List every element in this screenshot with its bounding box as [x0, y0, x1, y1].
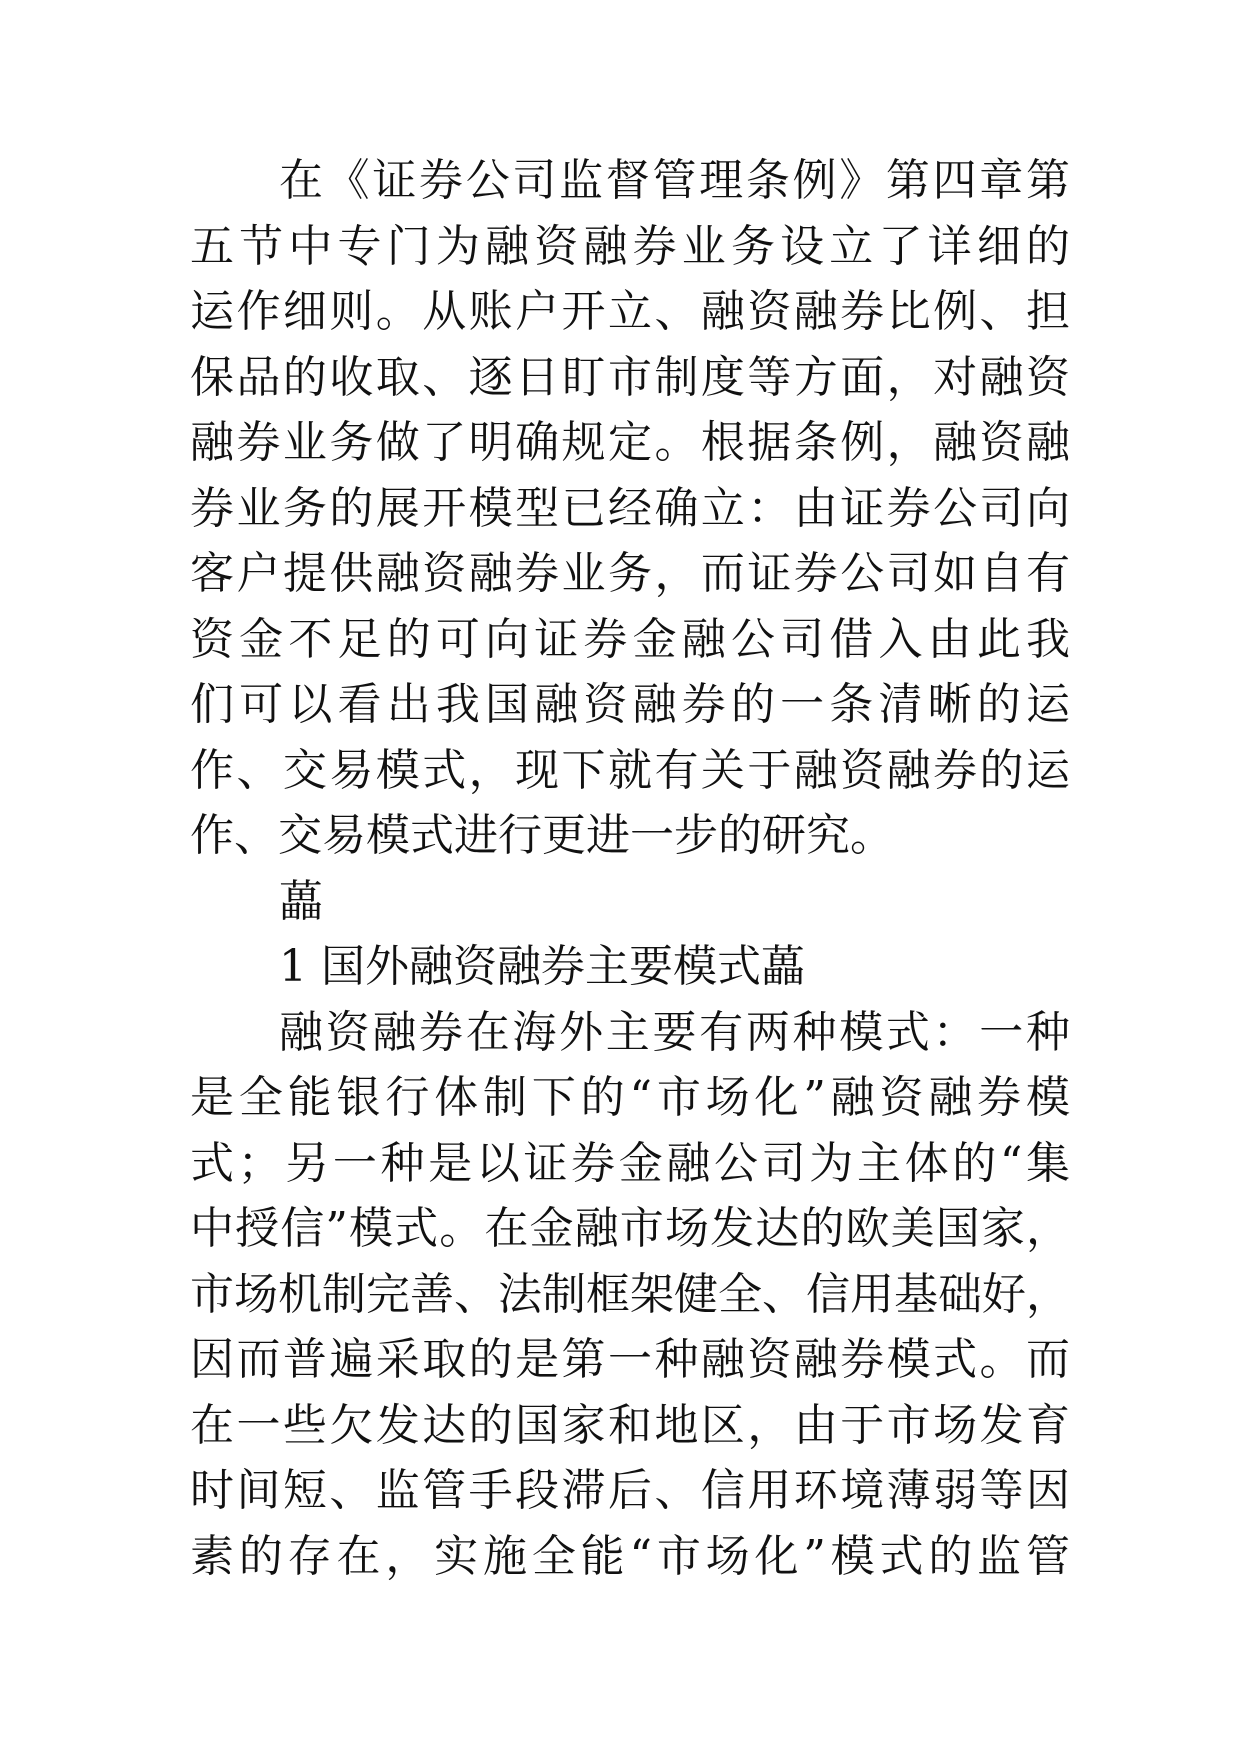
text-line: 运作细则。从账户开立、融资融券比例、担 — [190, 286, 1070, 337]
text-line: 保品的收取、逐日盯市制度等方面，对融资 — [190, 351, 1070, 403]
text-line: 在《证券公司监督管理条例》第四章第 — [279, 155, 1070, 206]
text-line: 们可以看出我国融资融券的一条清晰的运 — [190, 679, 1070, 730]
text-line: 市场机制完善、法制框架健全、信用基础好， — [190, 1268, 1070, 1320]
text-line: 时间短、监管手段滞后、信用环境薄弱等因 — [190, 1465, 1070, 1516]
body-text — [190, 148, 1070, 1589]
text-line: 五节中专门为融资融券业务设立了详细的 — [190, 220, 1070, 272]
text-line: 融资融券在海外主要有两种模式：一种 — [279, 1006, 1070, 1058]
section-heading: 1 国外融资融券主要模式藟 — [279, 941, 805, 992]
text-line: 资金不足的可向证券金融公司借入由此我 — [190, 613, 1070, 665]
text-line: 作、交易模式，现下就有关于融资融券的运 — [190, 744, 1070, 796]
text-line: 式；另一种是以证券金融公司为主体的“集 — [190, 1137, 1070, 1189]
text-line: 藟 — [279, 875, 323, 927]
text-line: 客户提供融资融券业务，而证券公司如自有 — [190, 548, 1070, 599]
text-line: 作、交易模式进行更进一步的研究。 — [190, 810, 894, 861]
text-line: 素的存在，实施全能“市场化”模式的监管 — [190, 1530, 1070, 1582]
text-line: 融券业务做了明确规定。根据条例，融资融 — [190, 417, 1070, 468]
text-line: 券业务的展开模型已经确立：由证券公司向 — [190, 482, 1070, 534]
text-line: 是全能银行体制下的“市场化”融资融券模 — [190, 1072, 1070, 1123]
text-line: 中授信”模式。在金融市场发达的欧美国家， — [190, 1203, 1070, 1254]
text-line: 因而普遍采取的是第一种融资融券模式。而 — [190, 1334, 1070, 1385]
text-line: 在一些欠发达的国家和地区，由于市场发育 — [190, 1399, 1070, 1451]
